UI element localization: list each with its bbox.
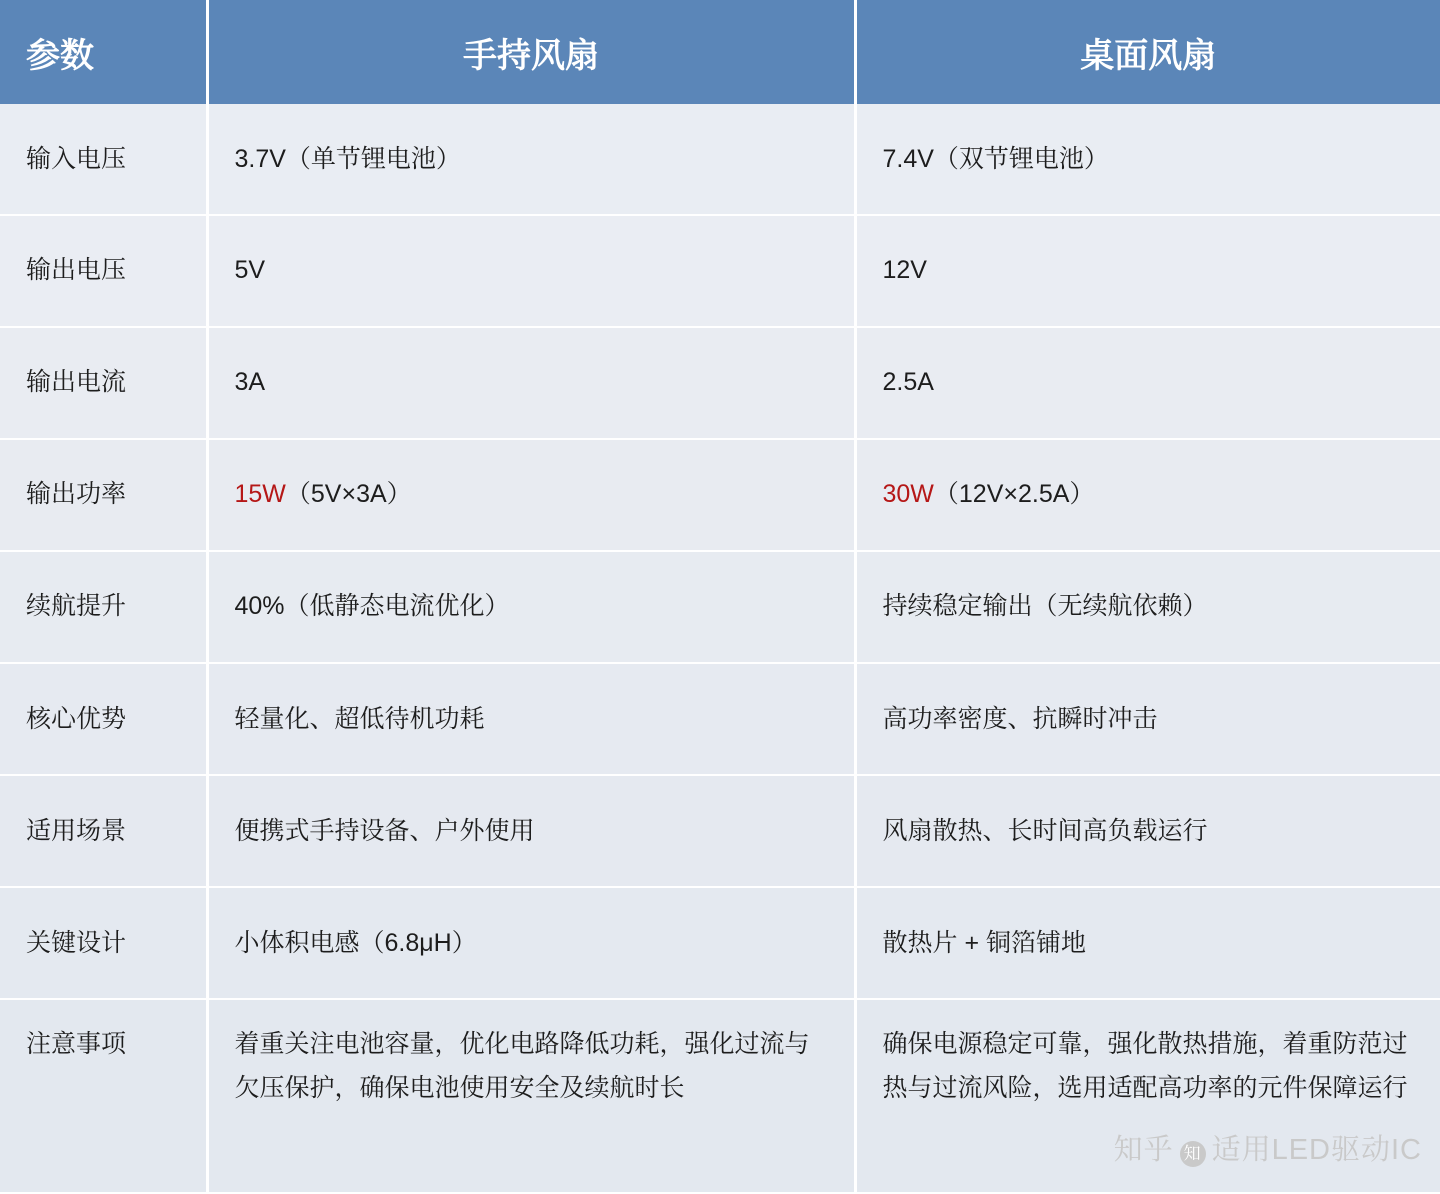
cell-handheld-use-case: 便携式手持设备、户外使用 <box>207 775 855 887</box>
cell-desktop-notes: 确保电源稳定可靠，强化散热措施，着重防范过热与过流风险，选用适配高功率的元件保障运行 <box>855 999 1440 1193</box>
row-label-notes: 注意事项 <box>0 999 207 1193</box>
row-label-key-design: 关键设计 <box>0 887 207 999</box>
table-row <box>0 999 1440 1193</box>
row-label-output-current: 输出电流 <box>0 327 207 439</box>
cell-handheld-key-design: 小体积电感（6.8μH） <box>207 887 855 999</box>
handheld-power-value: 15W <box>234 480 286 509</box>
cell-handheld-output-voltage: 5V <box>207 215 855 327</box>
cell-handheld-output-power <box>207 439 855 551</box>
table-body <box>0 104 1440 1193</box>
row-label-battery-life: 续航提升 <box>0 551 207 663</box>
table-row <box>0 439 1440 551</box>
cell-desktop-output-power <box>855 439 1440 551</box>
table-row <box>0 215 1440 327</box>
table-header <box>0 0 1440 104</box>
column-header-handheld-fan: 手持风扇 <box>207 0 855 104</box>
watermark-site: 知乎 <box>1113 1134 1174 1166</box>
row-label-input-voltage: 输入电压 <box>0 104 207 215</box>
cell-desktop-output-voltage: 12V <box>855 215 1440 327</box>
cell-desktop-core-advantage: 高功率密度、抗瞬时冲击 <box>855 663 1440 775</box>
cell-handheld-battery-life: 40%（低静态电流优化） <box>207 551 855 663</box>
column-header-desktop-fan: 桌面风扇 <box>855 0 1440 104</box>
cell-desktop-output-current: 2.5A <box>855 327 1440 439</box>
handheld-power-detail: （5V×3A） <box>285 480 412 509</box>
row-label-output-voltage: 输出电压 <box>0 215 207 327</box>
watermark-logo-icon: 知 <box>1180 1141 1206 1167</box>
table-row <box>0 775 1440 887</box>
cell-handheld-notes: 着重关注电池容量，优化电路降低功耗，强化过流与欠压保护，确保电池使用安全及续航时长 <box>207 999 855 1193</box>
watermark-author: 适用LED驱动IC <box>1211 1134 1422 1166</box>
row-label-use-case: 适用场景 <box>0 775 207 887</box>
cell-desktop-battery-life: 持续稳定输出（无续航依赖） <box>855 551 1440 663</box>
cell-desktop-key-design: 散热片 + 铜箔铺地 <box>855 887 1440 999</box>
table-row <box>0 104 1440 215</box>
row-label-output-power: 输出功率 <box>0 439 207 551</box>
table-row <box>0 327 1440 439</box>
table-row <box>0 887 1440 999</box>
table-header-row <box>0 0 1440 104</box>
cell-handheld-core-advantage: 轻量化、超低待机功耗 <box>207 663 855 775</box>
column-header-parameter: 参数 <box>0 0 207 104</box>
cell-handheld-output-current: 3A <box>207 327 855 439</box>
cell-desktop-use-case: 风扇散热、长时间高负载运行 <box>855 775 1440 887</box>
desktop-power-detail: （12V×2.5A） <box>933 480 1095 509</box>
cell-handheld-input-voltage: 3.7V（单节锂电池） <box>207 104 855 215</box>
row-label-core-advantage: 核心优势 <box>0 663 207 775</box>
table-row <box>0 663 1440 775</box>
cell-desktop-input-voltage: 7.4V（双节锂电池） <box>855 104 1440 215</box>
desktop-power-value: 30W <box>882 480 934 509</box>
table-row <box>0 551 1440 663</box>
